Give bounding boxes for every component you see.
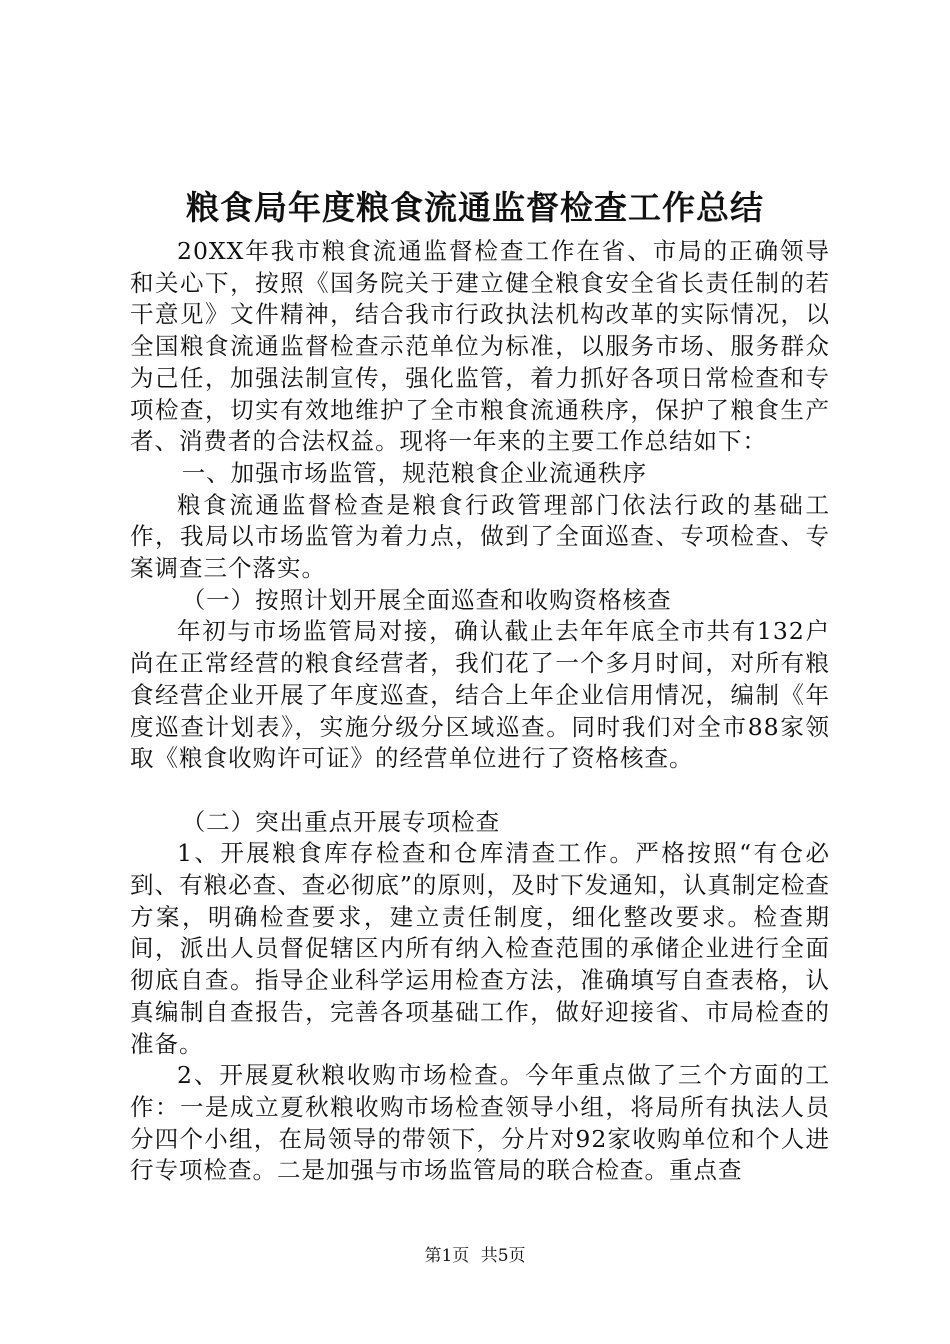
subsection-heading-1: （一）按照计划开展全面巡查和收购资格核查: [181, 585, 672, 614]
paragraph-item-2: 2、开展夏秋粮收购市场检查。今年重点做了三个方面的工作：一是成立夏秋粮收购市场检查领导小组，将局所有执法人员分四个小组，在局领导的带领下，分片对92家收购单位和个人进行专项检查。二是加强与市场监管局的联合检查。重点查: [130, 1061, 830, 1185]
paragraph-spacer: [130, 775, 830, 807]
paragraph-subsection-1: 年初与市场监管局对接，确认截止去年年底全市共有132户尚在正常经营的粮食经营者，我们花了一个多月时间，对所有粮食经营企业开展了年度巡查，结合上年企业信用情况，编制《年度巡查计划表》，实施分级分区域巡查。同时我们对全市88家领取《粮食收购许可证》的经营单位进行了资格核查。: [130, 617, 830, 773]
page-footer: [0, 1244, 950, 1268]
paragraph-item-1: 1、开展粮食库存检查和仓库清查工作。严格按照“有仓必到、有粮必查、查必彻底”的原则，及时下发通知，认真制定检查方案，明确检查要求，建立责任制度，细化整改要求。检查期间，派出人员督促辖区内所有纳入检查范围的承储企业进行全面彻底自查。指导企业科学运用检查方法，准确填写自查表格，认真编制自查报告，完善各项基础工作，做好迎接省、市局检查的准备。: [130, 839, 830, 1058]
paragraph-intro: 20XX年我市粮食流通监督检查工作在省、市局的正确领导和关心下，按照《国务院关于建立健全粮食安全省长责任制的若干意见》文件精神，结合我市行政执法机构改革的实际情况，以全国粮食流通监督检查示范单位为标准，以服务市场、服务群众为己任，加强法制宣传，强化监管，着力抓好各项日常检查和专项检查，切实有效地维护了全市粮食流通秩序，保护了粮食生产者、消费者的合法权益。现将一年来的主要工作总结如下：: [130, 237, 830, 456]
page-number: 第1页: [424, 1246, 470, 1266]
document-title: 粮食局年度粮食流通监督检查工作总结: [186, 188, 764, 227]
paragraph-section-1: 粮食流通监督检查是粮食行政管理部门依法行政的基础工作，我局以市场监管为着力点，做到了全面巡查、专项检查、专案调查三个落实。: [130, 490, 830, 583]
subsection-heading-2: （二）突出重点开展专项检查: [181, 807, 501, 836]
section-heading-1: 一、加强市场监管，规范粮食企业流通秩序: [181, 458, 648, 487]
page-total: 共5页: [480, 1246, 526, 1266]
document-body: [130, 236, 830, 1187]
